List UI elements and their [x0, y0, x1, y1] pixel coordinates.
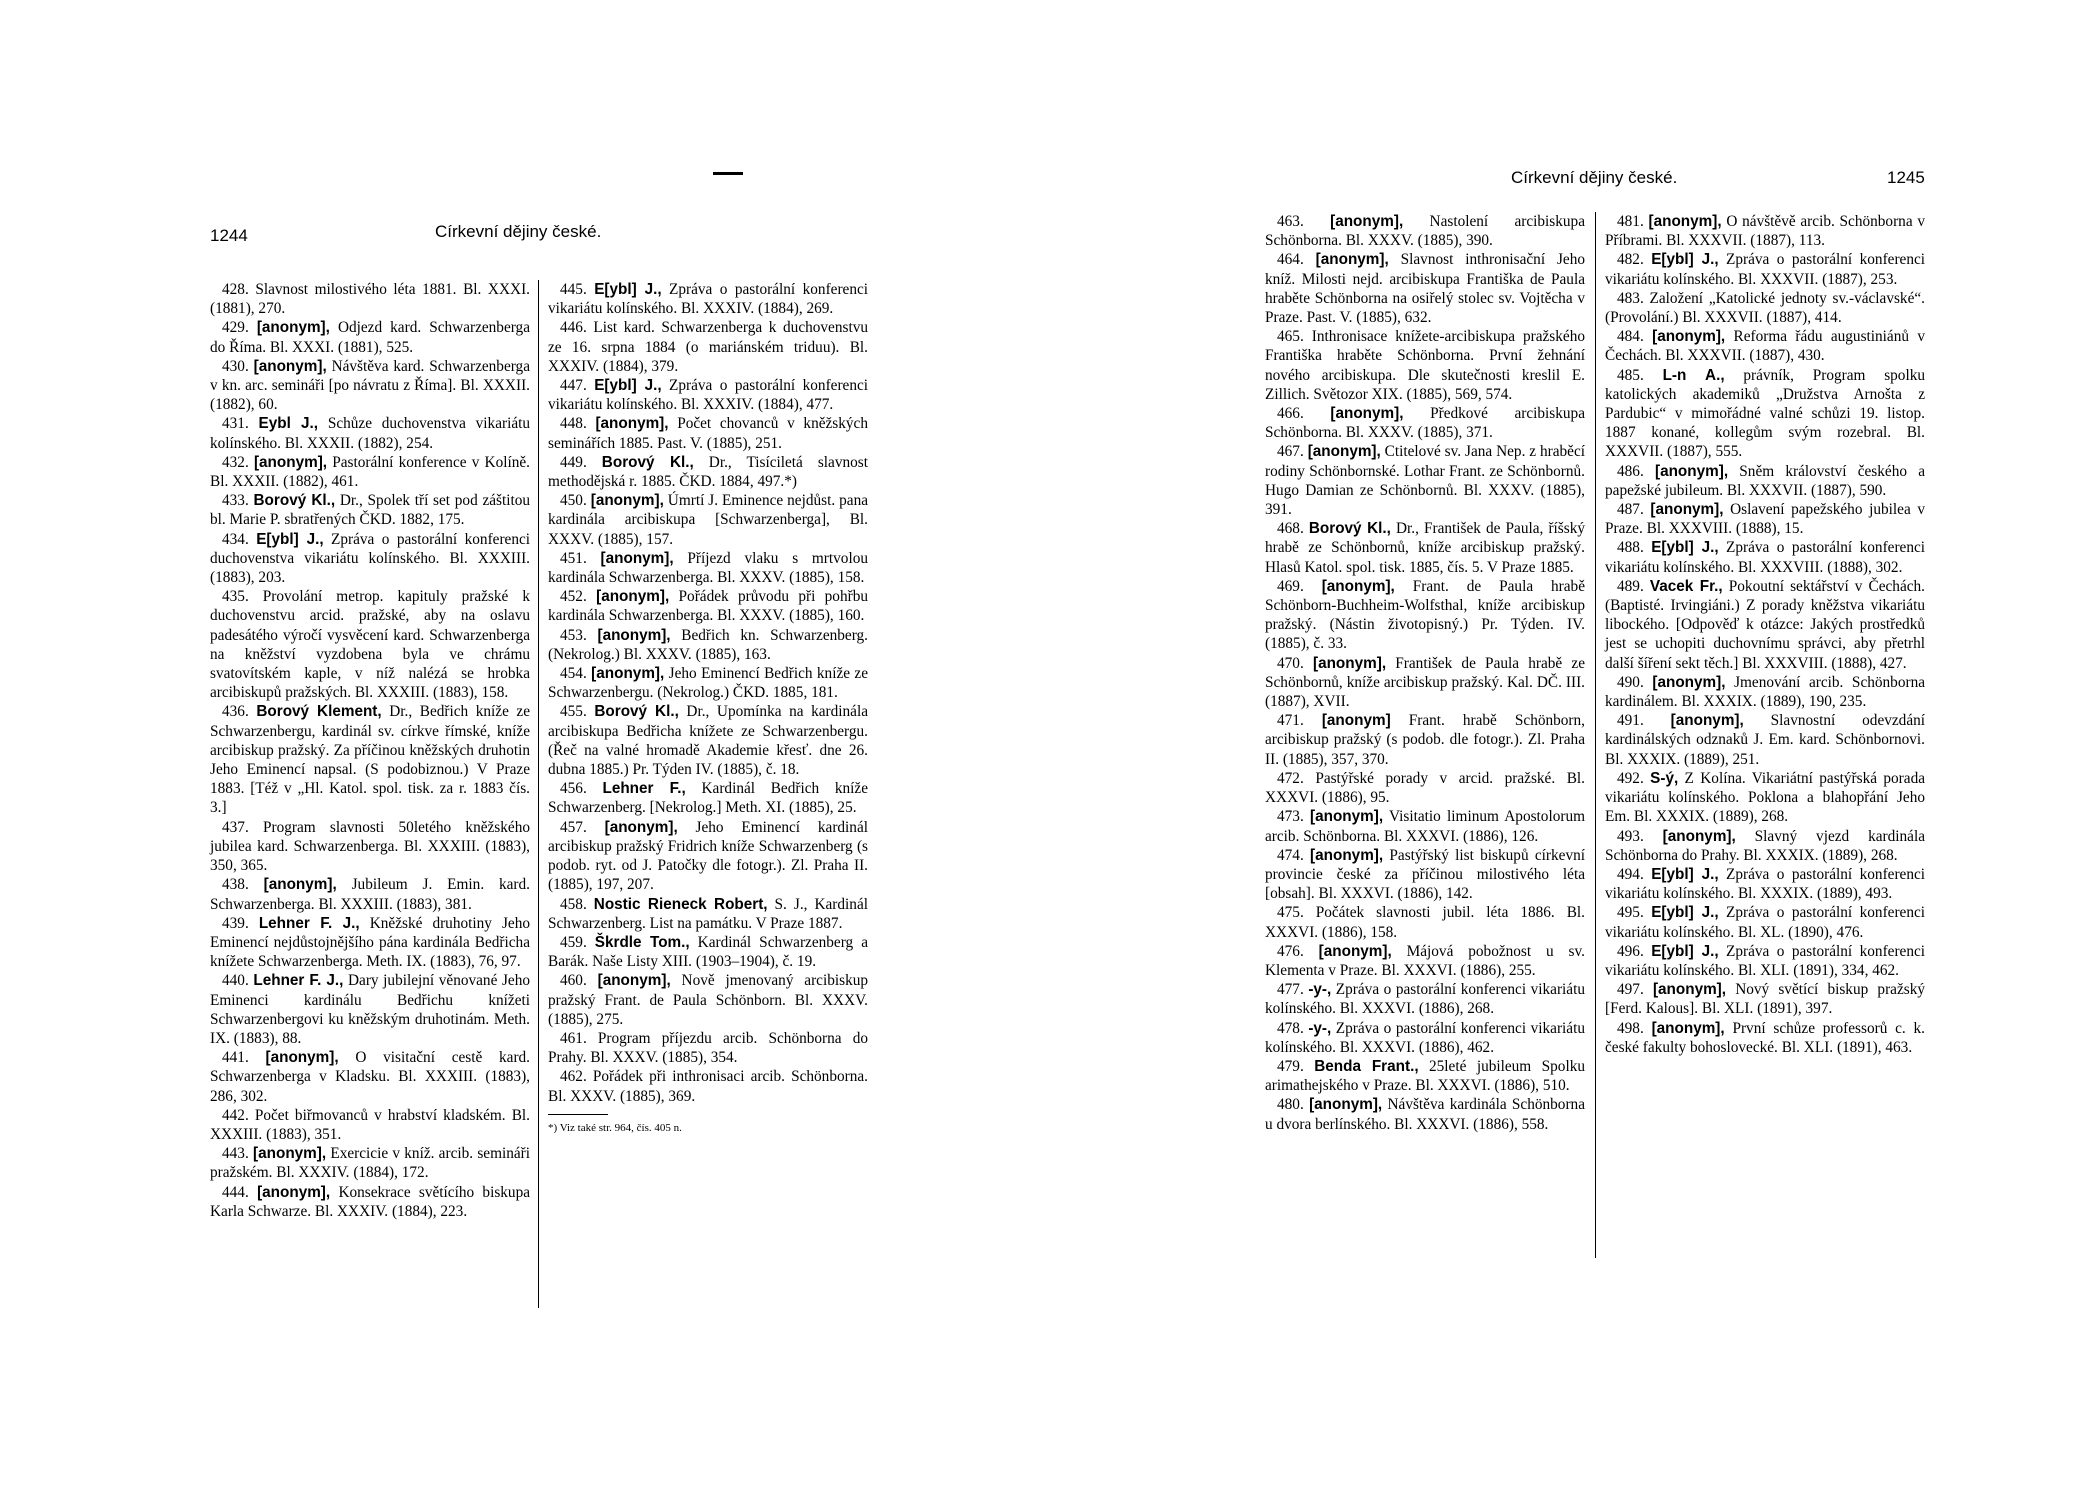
- right-column-2: [1605, 212, 1925, 1057]
- bibliography-entry: [1605, 865, 1925, 903]
- entry-text: 487.: [1617, 501, 1651, 519]
- entry-text: 459.: [560, 933, 595, 951]
- right-page-number: 1245: [1887, 168, 1925, 187]
- entry-text: 464.: [1277, 251, 1316, 269]
- bibliography-entry: [548, 626, 868, 664]
- entry-author: -y-,: [1308, 981, 1332, 999]
- entry-text: 485.: [1617, 366, 1663, 384]
- bibliography-entry: [1265, 327, 1585, 404]
- entry-text: 493.: [1617, 827, 1663, 845]
- entry-text: Kardinál Bedřich kníže Schwarzenberg. [Nekrolog.] Meth. XI. (1885), 25.: [548, 780, 868, 817]
- entry-author: [anonym],: [596, 588, 670, 606]
- bibliography-entry: [1265, 807, 1585, 845]
- entry-author: [anonym],: [1310, 808, 1384, 826]
- entry-text: 468.: [1277, 520, 1309, 538]
- bibliography-entry: [1605, 942, 1925, 980]
- entry-author: [anonym],: [1309, 1096, 1383, 1114]
- entry-author: Vacek Fr.,: [1649, 577, 1723, 595]
- entry-text: Nově jmenovaný arcibiskup pražský Frant. de Paula Schönborn. Bl. XXXV. (1885), 275.: [548, 972, 869, 1028]
- entry-text: Zpráva o pastorální konferenci vikariátu kolínského. Bl. XXXIV. (1884), 477.: [548, 377, 869, 414]
- footnote-rule: [548, 1114, 608, 1115]
- entry-text: Zpráva o pastorální konferenci vikariátu kolínského. Bl. XXXVI. (1886), 462.: [1265, 1019, 1585, 1056]
- entry-author: Lehner F.,: [602, 780, 686, 798]
- left-column-1: [210, 280, 530, 1221]
- bibliography-entry: [210, 414, 530, 452]
- entry-text: 475. Počátek slavnosti jubil. léta 1886. Bl. XXXVI. (1886), 158.: [1265, 904, 1585, 941]
- entry-text: 437. Program slavnosti 50letého kněžského jubilea kard. Schwarzenberga. Bl. XXXIII. (1883), 350, 365.: [210, 818, 530, 875]
- entry-author: [anonym],: [1307, 443, 1381, 461]
- bibliography-entry: [210, 530, 530, 588]
- entry-text: 480.: [1277, 1096, 1310, 1114]
- entry-author: Škrdle Tom.,: [594, 933, 690, 951]
- entry-author: [anonym],: [1321, 577, 1395, 595]
- entry-text: Dary jubilejní věnované Jeho Eminenci kardinálu Bedřichu knížeti Schwarzenbergovi ku kněžským druhotinám. Meth. IX. (1883), 88.: [210, 972, 531, 1047]
- bibliography-entry: [1605, 903, 1925, 941]
- entry-text: Zpráva o pastorální konferenci vikariátu kolínského. Bl. XXXVIII. (1888), 302.: [1605, 539, 1926, 576]
- bibliography-entry: [210, 1144, 530, 1182]
- entry-author: [anonym],: [256, 319, 330, 337]
- bibliography-entry: [210, 1183, 530, 1221]
- entry-author: Borový Kl.,: [594, 703, 679, 721]
- entry-text: Reforma řádu augustiniánů v Čechách. Bl. XXXVII. (1887), 430.: [1605, 328, 1925, 365]
- entry-text: Slavnostní odevzdání kardinálských odznaků J. Em. kard. Schönbornovi. Bl. XXXIX. (1889), 251.: [1605, 712, 1926, 768]
- entry-text: 455.: [560, 703, 595, 721]
- entry-text: Konsekrace světícího biskupa Karla Schwarze. Bl. XXXIV. (1884), 223.: [210, 1183, 531, 1220]
- bibliography-entry: [1605, 462, 1925, 500]
- bibliography-entry: [1265, 980, 1585, 1018]
- entry-text: Z Kolína. Vikariátní pastýřská porada vikariátu kolínského. Poklona a blahopřání Jeho Em. Bl. XXXIX. (1889), 268.: [1605, 769, 1926, 826]
- entry-author: Lehner F. J.,: [253, 972, 344, 990]
- bibliography-entry: [1265, 1095, 1585, 1133]
- entry-author: L-n A.,: [1662, 366, 1725, 384]
- entry-author: Borový Kl.,: [1308, 520, 1391, 538]
- bibliography-entry: [1265, 577, 1585, 654]
- entry-text: 472. Pastýřské porady v arcid. pražské. Bl. XXXVI. (1886), 95.: [1265, 769, 1585, 807]
- bibliography-entry: [548, 664, 868, 702]
- entry-text: Dr., František de Paula, říšský hrabě ze Schönbornů, kníže arcibiskup pražský. Hlasů Katol. spol. tisk. 1885, čís. 5. V Praze 1885.: [1265, 520, 1585, 576]
- bibliography-entry: [548, 453, 868, 491]
- left-running-head: Církevní dějiny české.: [435, 222, 602, 241]
- bibliography-entry: [1605, 673, 1925, 711]
- entry-text: Dr., Bedřich kníže ze Schwarzenbergu, kardinál sv. církve římské, kníže arcibiskup pražský. Za příčinou kněžských druhotin Jeho Eminencí napsal. (S podobiznou.) V Praze 1883. [Též v „Hl. Katol. spol. tisk. za r. 1883 čís. 3.]: [210, 703, 531, 817]
- entry-author: [anonym],: [253, 357, 327, 375]
- bibliography-entry: [548, 702, 868, 779]
- bibliography-entry: [1265, 1019, 1585, 1057]
- right-running-head: Církevní dějiny české.: [1511, 168, 1678, 187]
- bibliography-entry: [210, 818, 530, 876]
- entry-author: Borový Klement,: [256, 703, 382, 721]
- entry-author: [anonym],: [591, 665, 665, 683]
- entry-text: 452.: [560, 588, 597, 606]
- bibliography-entry: [1265, 654, 1585, 712]
- entry-text: 483. Založení „Katolické jednoty sv.-václavské“. (Provolání.) Bl. XXXVII. (1887), 414.: [1605, 289, 1925, 327]
- bibliography-entry: [548, 1067, 868, 1105]
- entry-text: Zpráva o pastorální konferenci vikariátu kolínského. Bl. XXXIX. (1889), 493.: [1605, 865, 1926, 903]
- left-page: [200, 0, 870, 1500]
- entry-author: Eybl J.,: [258, 415, 319, 433]
- bibliography-entry: [210, 1106, 530, 1144]
- bibliography-entry: [1265, 442, 1585, 519]
- entry-text: 461. Program příjezdu arcib. Schönborna do Prahy. Bl. XXXV. (1885), 354.: [548, 1029, 868, 1067]
- entry-text: 484.: [1617, 328, 1653, 346]
- entry-text: Zpráva o pastorální konferenci vikariátu kolínského. Bl. XL. (1890), 476.: [1605, 904, 1926, 941]
- entry-author: [anonym],: [1650, 501, 1724, 519]
- entry-text: Frant. hrabě Schönborn, arcibiskup pražský (s podob. dle fotogr.). Zl. Praha II. (1885), 357, 370.: [1265, 712, 1586, 768]
- entry-text: Jeho Eminencí Bedřich kníže ze Schwarzenbergu. (Nekrolog.) ČKD. 1885, 181.: [548, 665, 869, 702]
- entry-text: 498.: [1617, 1019, 1652, 1037]
- bibliography-entry: [1605, 769, 1925, 827]
- entry-text: Schůze duchovenstva vikariátu kolínského. Bl. XXXII. (1882), 254.: [210, 415, 531, 452]
- bibliography-entry: [548, 971, 868, 1029]
- entry-author: [anonym],: [600, 549, 674, 567]
- entry-text: 436.: [222, 703, 257, 721]
- entry-text: 442. Počet biřmovanců v hrabství kladském. Bl. XXXIII. (1883), 351.: [210, 1106, 530, 1143]
- entry-text: 435. Provolání metrop. kapituly pražské k duchovenstvu arcid. pražské, aby na oslavu padesátého výročí vysvěcení kard. Schwarzenberga na kněžství vyzdobena byla ve chrámu svatovítském kaple, v níž nalézá se hrobka arcibiskupů pražských. Bl. XXXIII. (1883), 158.: [210, 588, 530, 702]
- entry-author: E[ybl] J.,: [1651, 539, 1719, 557]
- entry-text: 473.: [1277, 808, 1310, 826]
- entry-text: Bedřich kn. Schwarzenberg. (Nekrolog.) Bl. XXXV. (1885), 163.: [548, 626, 869, 663]
- bibliography-entry: [1605, 327, 1925, 365]
- bibliography-entry: [1265, 212, 1585, 250]
- bibliography-entry: [210, 587, 530, 702]
- entry-text: 438.: [222, 876, 264, 894]
- entry-text: 492.: [1617, 769, 1651, 787]
- entry-text: Oslavení papežského jubilea v Praze. Bl. XXXVIII. (1888), 15.: [1605, 501, 1925, 538]
- entry-text: Zpráva o pastorální konferenci vikariátu kolínského. Bl. XXXIV. (1884), 269.: [548, 281, 869, 318]
- entry-author: [anonym]: [1321, 712, 1391, 730]
- entry-author: [anonym],: [597, 972, 671, 990]
- bibliography-entry: [548, 491, 868, 549]
- entry-text: Jeho Eminencí kardinál arcibiskup pražský Fridrich kníže Schwarzenberg (s podob. ryt. od J. Patočky dle fotogr.). Zl. Praha II. (1885), 197, 207.: [548, 818, 868, 894]
- entry-text: 488.: [1617, 539, 1652, 557]
- bibliography-entry: [548, 549, 868, 587]
- entry-author: [anonym],: [590, 492, 664, 510]
- bibliography-entry: [548, 318, 868, 376]
- column-divider: [538, 280, 539, 1308]
- bibliography-entry: [1265, 519, 1585, 577]
- entry-author: [anonym],: [1648, 213, 1722, 230]
- entry-text: Exercicie v kníž. arcib. semináři pražském. Bl. XXXIV. (1884), 172.: [210, 1145, 531, 1182]
- entry-author: Nostic Rieneck Robert,: [593, 895, 768, 913]
- entry-author: E[ybl] J.,: [1651, 865, 1719, 883]
- bibliography-entry: [548, 376, 868, 414]
- entry-text: Pořádek průvodu při pohřbu kardinála Schwarzenberga. Bl. XXXV. (1885), 160.: [548, 588, 868, 625]
- bibliography-entry: [210, 318, 530, 356]
- footnote: *) Viz také str. 964, čís. 405 n.: [548, 1121, 682, 1134]
- entry-author: [anonym],: [597, 626, 671, 644]
- entry-author: E[ybl] J.,: [594, 377, 662, 395]
- entry-text: 482.: [1617, 251, 1652, 269]
- bibliography-entry: [210, 357, 530, 415]
- entry-text: Pastýřský list biskupů církevní provincie české za příčinou milostivého léta [obsah]. Bl. XXXVI. (1886), 142.: [1265, 846, 1585, 903]
- bibliography-entry: [548, 933, 868, 971]
- entry-text: 460.: [560, 972, 598, 990]
- bibliography-entry: [1265, 903, 1585, 941]
- left-column-2: [548, 280, 868, 1138]
- entry-text: 490.: [1617, 673, 1653, 691]
- entry-text: Počet chovanců v kněžských seminářích 1885. Past. V. (1885), 251.: [548, 415, 868, 452]
- entry-text: První schůze professorů c. k. české fakulty bohoslovecké. Bl. XLI. (1891), 463.: [1605, 1019, 1926, 1056]
- entry-text: 433.: [222, 492, 254, 510]
- entry-author: [anonym],: [253, 453, 328, 471]
- entry-text: 447.: [560, 377, 595, 395]
- entry-author: [anonym],: [1652, 328, 1726, 346]
- bibliography-entry: [548, 414, 868, 452]
- entry-author: [anonym],: [1312, 654, 1387, 672]
- bibliography-entry: [548, 779, 868, 817]
- entry-text: Dr., Spolek tří set pod záštitou bl. Marie P. sbratřených ČKD. 1882, 175.: [210, 492, 531, 529]
- entry-text: Příjezd vlaku s mrtvolou kardinála Schwarzenberga. Bl. XXXV. (1885), 158.: [548, 549, 868, 587]
- bibliography-entry: [210, 971, 530, 1048]
- entry-text: Visitatio liminum Apostolorum arcib. Schönborna. Bl. XXXVI. (1886), 126.: [1265, 808, 1585, 845]
- entry-text: 489.: [1617, 577, 1650, 595]
- entry-text: Zpráva o pastorální konferenci vikariátu kolínského. Bl. XXXVI. (1886), 268.: [1265, 981, 1585, 1018]
- entry-author: [anonym],: [257, 1183, 331, 1201]
- bibliography-entry: [1605, 980, 1925, 1018]
- entry-text: Májová pobožnost u sv. Klementa v Praze. Bl. XXXVI. (1886), 255.: [1265, 942, 1585, 979]
- entry-text: 457.: [560, 818, 605, 836]
- entry-text: Zpráva o pastorální konferenci vikariátu kolínského. Bl. XXXVII. (1887), 253.: [1605, 251, 1926, 288]
- entry-text: 432.: [222, 453, 254, 471]
- bibliography-entry: [548, 587, 868, 625]
- entry-text: Návštěva kardinála Schönborna u dvora berlínského. Bl. XXXVI. (1886), 558.: [1265, 1096, 1585, 1133]
- entry-author: [anonym],: [1330, 213, 1404, 230]
- entry-text: 449.: [560, 453, 602, 471]
- entry-author: [anonym],: [604, 818, 678, 836]
- entry-text: 495.: [1617, 904, 1652, 922]
- entry-text: Úmrtí J. Eminence nejdůst. pana kardinála arcibiskupa [Schwarzenberga], Bl. XXXV. (1885), 157.: [548, 492, 869, 548]
- entry-text: František de Paula hrabě ze Schönbornů, kníže arcibiskup pražský. Kal. DČ. III. (1887), XVII.: [1265, 654, 1586, 711]
- entry-author: Lehner F. J.,: [258, 914, 360, 932]
- entry-text: Kněžské druhotiny Jeho Eminencí nejdůstojnějšího pána kardinála Bedřicha knížete Schwarzenberga. Meth. IX. (1883), 76, 97.: [210, 914, 531, 971]
- column-divider: [1595, 212, 1596, 1258]
- entry-text: 448.: [560, 415, 596, 433]
- entry-text: Odjezd kard. Schwarzenberga do Říma. Bl. XXXI. (1881), 525.: [210, 319, 530, 356]
- bibliography-entry: [1605, 212, 1925, 250]
- entry-text: 462. Pořádek při inthronisaci arcib. Schönborna. Bl. XXXV. (1885), 369.: [548, 1068, 868, 1105]
- entry-author: [anonym],: [265, 1049, 339, 1067]
- entry-text: 479.: [1277, 1057, 1315, 1075]
- bibliography-entry: [1265, 1057, 1585, 1095]
- entry-text: 441.: [222, 1049, 266, 1067]
- entry-text: 471.: [1277, 712, 1322, 730]
- entry-author: E[ybl] J.,: [1651, 942, 1719, 960]
- entry-text: O visitační cestě kard. Schwarzenberga v Kladsku. Bl. XXXIII. (1883), 286, 302.: [210, 1049, 531, 1105]
- bibliography-entry: [548, 1029, 868, 1067]
- entry-text: 466.: [1277, 405, 1331, 423]
- entry-text: 428. Slavnost milostivého léta 1881. Bl. XXXI. (1881), 270.: [210, 281, 530, 318]
- entry-text: Jubileum J. Emin. kard. Schwarzenberga. Bl. XXXIII. (1883), 381.: [210, 876, 531, 913]
- entry-text: 446. List kard. Schwarzenberga k duchovenstvu ze 16. srpna 1884 (o mariánském triduu). Bl. XXXIV. (1884), 379.: [548, 319, 868, 375]
- bibliography-entry: [1605, 500, 1925, 538]
- entry-author: [anonym],: [1330, 405, 1404, 423]
- entry-text: 431.: [222, 415, 259, 433]
- entry-text: 458.: [560, 895, 594, 913]
- bibliography-entry: [1265, 404, 1585, 442]
- right-page: [1265, 0, 1935, 1500]
- entry-text: 486.: [1617, 462, 1655, 480]
- entry-text: 430.: [222, 357, 254, 375]
- entry-author: [anonym],: [595, 415, 669, 433]
- bibliography-entry: [548, 895, 868, 933]
- entry-text: S. J., Kardinál Schwarzenberg. List na památku. V Praze 1887.: [548, 895, 868, 932]
- entry-author: -y-,: [1308, 1019, 1332, 1037]
- bibliography-entry: [1605, 250, 1925, 288]
- bibliography-entry: [1605, 289, 1925, 327]
- entry-author: [anonym],: [253, 1145, 327, 1163]
- scan-mark: [713, 172, 743, 175]
- entry-text: 454.: [560, 665, 592, 683]
- bibliography-entry: [210, 875, 530, 913]
- entry-author: Benda Frant.,: [1314, 1057, 1419, 1075]
- entry-text: 443.: [222, 1145, 254, 1163]
- entry-author: E[ybl] J.,: [256, 530, 324, 548]
- entry-text: 439.: [222, 914, 259, 932]
- entry-text: 451.: [560, 549, 601, 567]
- entry-text: Kardinál Schwarzenberg a Barák. Naše Listy XIII. (1903–1904), č. 19.: [548, 933, 868, 971]
- entry-author: [anonym],: [1651, 1019, 1725, 1037]
- left-page-number: 1244: [210, 226, 248, 245]
- bibliography-entry: [210, 491, 530, 529]
- bibliography-entry: [548, 280, 868, 318]
- entry-text: 467.: [1277, 443, 1308, 461]
- entry-author: [anonym],: [1652, 981, 1727, 999]
- entry-text: Nastolení arcibiskupa Schönborna. Bl. XXXV. (1885), 390.: [1265, 213, 1585, 250]
- entry-text: 481.: [1617, 213, 1649, 230]
- bibliography-entry: [1605, 577, 1925, 673]
- entry-author: E[ybl] J.,: [594, 281, 662, 298]
- entry-text: O návštěvě arcib. Schönborna v Příbrami. Bl. XXXVII. (1887), 113.: [1605, 213, 1925, 250]
- entry-text: Nový světící biskup pražský [Ferd. Kalous]. Bl. XLI. (1891), 397.: [1605, 981, 1925, 1018]
- entry-text: 429.: [222, 319, 257, 337]
- bibliography-entry: [1265, 846, 1585, 904]
- entry-text: 474.: [1277, 846, 1311, 864]
- entry-text: 465. Inthronisace knížete-arcibiskupa pražského Františka hraběte Schönborna. První žehnání nového arcibiskupa. Dle skutečnosti kreslil E. Zillich. Světozor XIX. (1885), 569, 574.: [1265, 328, 1585, 403]
- entry-text: Pastorální konference v Kolíně. Bl. XXXII. (1882), 461.: [210, 453, 530, 491]
- entry-text: Dr., Tisíciletá slavnost methodějská r. 1885. ČKD. 1884, 497.*): [548, 453, 868, 491]
- entry-text: Předkové arcibiskupa Schönborna. Bl. XXXV. (1885), 371.: [1265, 405, 1585, 442]
- entry-author: E[ybl] J.,: [1651, 904, 1719, 922]
- entry-text: Slavný vjezd kardinála Schönborna do Prahy. Bl. XXXIX. (1889), 268.: [1605, 827, 1925, 864]
- bibliography-entry: [1605, 1019, 1925, 1057]
- bibliography-entry: [210, 453, 530, 491]
- entry-author: S-ý,: [1650, 769, 1679, 787]
- entry-text: 463.: [1277, 213, 1331, 230]
- entry-text: 445.: [560, 281, 595, 298]
- entry-text: Ctitelové sv. Jana Nep. z hraběcí rodiny Schönbornské. Lothar Frant. ze Schönbornů. Hugo Damian ze Schönbornů. Bl. XXXV. (1885), 391.: [1265, 443, 1586, 519]
- bibliography-entry: [210, 280, 530, 318]
- entry-text: Jmenování arcib. Schönborna kardinálem. Bl. XXXIX. (1889), 190, 235.: [1605, 673, 1926, 711]
- bibliography-entry: [548, 818, 868, 895]
- entry-text: 476.: [1277, 942, 1319, 960]
- bibliography-entry: [210, 1048, 530, 1106]
- entry-text: Dr., Upomínka na kardinála arcibiskupa Bedřicha knížete ze Schwarzenbergu. (Řeč na valné hromadě Akademie křesť. dne 26. dubna 1885.) Pr. Týden IV. (1885), č. 18.: [548, 703, 868, 779]
- entry-text: 456.: [560, 780, 603, 798]
- entry-text: Sněm království českého a papežské jubileum. Bl. XXXVII. (1887), 590.: [1605, 462, 1925, 499]
- entry-text: 497.: [1617, 981, 1653, 999]
- entry-text: Zpráva o pastorální konferenci vikariátu kolínského. Bl. XLI. (1891), 334, 462.: [1605, 942, 1926, 979]
- bibliography-entry: [1605, 711, 1925, 769]
- entry-text: 453.: [560, 626, 598, 644]
- bibliography-entry: [1605, 827, 1925, 865]
- entry-text: 434.: [222, 530, 257, 548]
- entry-text: 444.: [222, 1183, 258, 1201]
- entry-text: Slavnost inthronisační Jeho kníž. Milosti nejd. arcibiskupa Františka de Paula hraběte Schönborna na osiřelý stolec sv. Vojtěcha v Praze. Past. V. (1885), 632.: [1265, 251, 1586, 327]
- bibliography-entry: [1605, 366, 1925, 462]
- bibliography-entry: [1265, 711, 1585, 769]
- bibliography-entry: [1265, 769, 1585, 807]
- entry-text: 469.: [1277, 577, 1322, 595]
- entry-text: Frant. de Paula hrabě Schönborn-Buchheim-Wolfsthal, kníže arcibiskup pražský. (Nástin životopisný.) Pr. Týden. IV. (1885), č. 33.: [1265, 577, 1585, 653]
- entry-text: Zpráva o pastorální konferenci duchovenstva vikariátu kolínského. Bl. XXXIII. (1883), 203.: [210, 530, 531, 587]
- right-column-1: [1265, 212, 1585, 1134]
- entry-author: E[ybl] J.,: [1651, 251, 1719, 269]
- entry-text: 491.: [1617, 712, 1671, 730]
- entry-author: [anonym],: [1652, 673, 1726, 691]
- bibliography-entry: [210, 702, 530, 817]
- entry-text: Návštěva kard. Schwarzenberga v kn. arc. semináři [po návratu z Říma]. Bl. XXXII. (1882), 60.: [210, 357, 530, 414]
- entry-author: Borový Kl.,: [601, 453, 694, 471]
- entry-text: 477.: [1277, 981, 1309, 999]
- entry-text: 496.: [1617, 942, 1652, 960]
- entry-text: 440.: [222, 972, 254, 990]
- entry-author: [anonym],: [263, 876, 337, 894]
- entry-author: Borový Kl.,: [253, 492, 336, 510]
- entry-text: Pokoutní sektářství v Čechách. (Baptisté. Irvingiáni.) Z porady kněžstva vikariátu libockého. [Odpověď k otázce: Jakých prostředků jest se uchopiti duchovnímu správci, aby přetrhl další šíření sekt těch.] Bl. XXXVIII. (1888), 427.: [1605, 577, 1925, 672]
- entry-author: [anonym],: [1310, 846, 1384, 864]
- entry-author: [anonym],: [1654, 462, 1729, 480]
- entry-text: 450.: [560, 492, 591, 510]
- entry-author: [anonym],: [1315, 251, 1389, 269]
- entry-text: 478.: [1277, 1019, 1309, 1037]
- entry-text: 470.: [1277, 654, 1313, 672]
- entry-author: [anonym],: [1670, 712, 1744, 730]
- left-column-2-entries: [548, 280, 868, 1106]
- bibliography-entry: [210, 914, 530, 972]
- bibliography-entry: [1265, 250, 1585, 327]
- entry-text: 494.: [1617, 865, 1652, 883]
- bibliography-entry: [1265, 942, 1585, 980]
- entry-author: [anonym],: [1318, 942, 1392, 960]
- entry-text: 25leté jubileum Spolku arimathejského v Praze. Bl. XXXVI. (1886), 510.: [1265, 1057, 1585, 1095]
- entry-text: právník, Program spolku katolických akademiků „Družstva Arnošta z Pardubic“ v mimořádné valné schůzi 19. listop. 1887 konané, kollegům svým rozebral. Bl. XXXVII. (1887), 555.: [1605, 366, 1926, 461]
- bibliography-entry: [1605, 538, 1925, 576]
- entry-author: [anonym],: [1662, 827, 1736, 845]
